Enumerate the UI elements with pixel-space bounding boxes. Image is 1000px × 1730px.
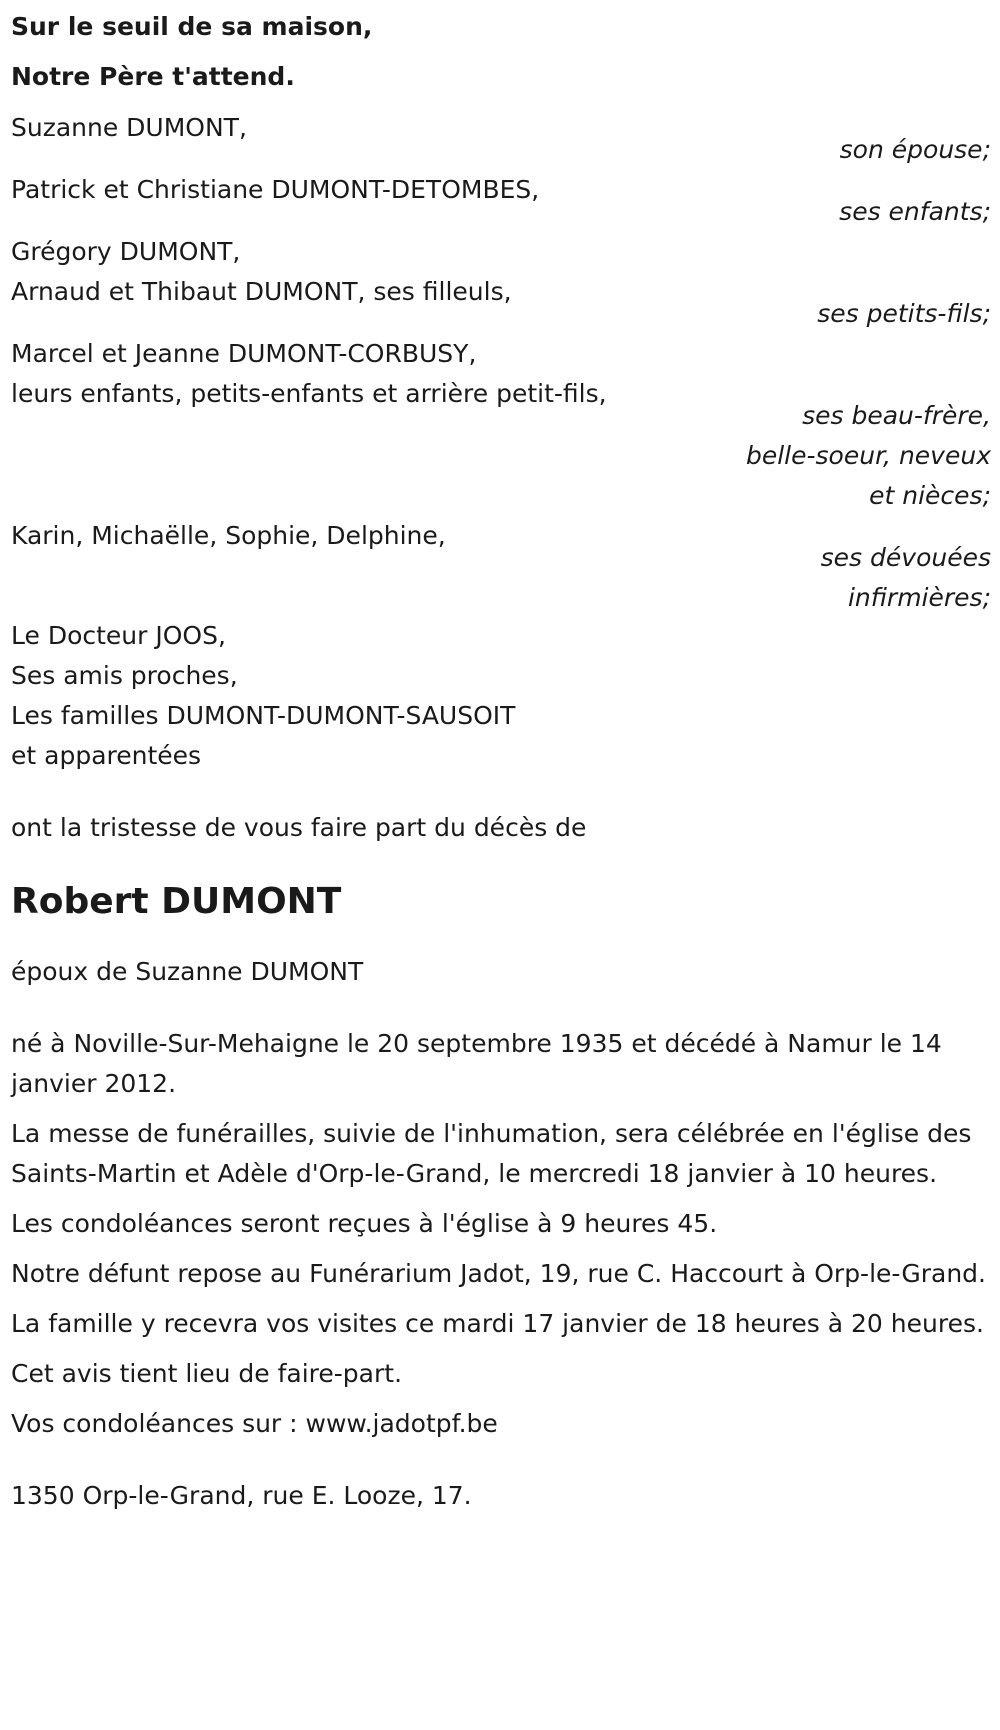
- others-line: Le Docteur JOOS,: [11, 621, 226, 650]
- family-names: leurs enfants, petits-enfants et arrière petit-fils,: [11, 379, 607, 408]
- visits-paragraph: La famille y recevra vos visites ce mardi 17 janvier de 18 heures à 20 heures.: [11, 1309, 984, 1338]
- family-entry: [11, 108, 991, 170]
- motto: [11, 2, 991, 102]
- birth-death-paragraph: né à Noville-Sur-Mehaigne le 20 septembre 1935 et décédé à Namur le 14 janvier 2012.: [11, 1029, 942, 1098]
- family-names: Marcel et Jeanne DUMONT-CORBUSY,: [11, 339, 477, 368]
- family-names: Karin, Michaëlle, Sophie, Delphine,: [11, 521, 446, 550]
- family-entry: [11, 516, 991, 618]
- notice-paragraph: Cet avis tient lieu de faire-part.: [11, 1359, 403, 1388]
- online-condolences-paragraph: Vos condoléances sur : www.jadotpf.be: [11, 1409, 498, 1438]
- family-names: Grégory DUMONT,: [11, 237, 241, 266]
- others-line: Les familles DUMONT-DUMONT-SAUSOIT: [11, 701, 516, 730]
- family-relation: son épouse;: [839, 135, 991, 164]
- spouse-line: époux de Suzanne DUMONT: [11, 957, 364, 986]
- family-names: Arnaud et Thibaut DUMONT, ses filleuls,: [11, 277, 512, 306]
- deceased-name: Robert DUMONT: [11, 881, 342, 922]
- obituary-notice: [11, 0, 991, 1730]
- family-relation: infirmières;: [847, 583, 991, 612]
- family-relation: ses dévouées: [820, 543, 991, 572]
- details: [11, 1024, 991, 1444]
- family-relation: ses beau-frère,: [802, 401, 991, 430]
- funeral-mass-paragraph: La messe de funérailles, suivie de l'inhumation, sera célébrée en l'église des Saints-Martin et Adèle d'Orp-le-Grand, le mercredi 18 janvier à 10 heures.: [11, 1119, 972, 1188]
- family-names: Suzanne DUMONT,: [11, 113, 247, 142]
- condolences-paragraph: Les condoléances seront reçues à l'église à 9 heures 45.: [11, 1209, 718, 1238]
- family-entry: [11, 170, 991, 232]
- motto-line-2: Notre Père t'attend.: [11, 62, 295, 91]
- others-list: [11, 616, 991, 776]
- family-relation: et nièces;: [869, 481, 991, 510]
- others-line: et apparentées: [11, 741, 202, 770]
- family-entry: [11, 232, 991, 334]
- others-line: Ses amis proches,: [11, 661, 238, 690]
- funeral-home-paragraph: Notre défunt repose au Funérarium Jadot, 19, rue C. Haccourt à Orp-le-Grand.: [11, 1259, 986, 1288]
- family-relation: belle-soeur, neveux: [745, 441, 991, 470]
- family-list: [11, 108, 991, 618]
- announcement: ont la tristesse de vous faire part du décès de: [11, 813, 587, 842]
- family-relation: ses enfants;: [839, 197, 991, 226]
- family-entry: [11, 334, 991, 516]
- address: 1350 Orp-le-Grand, rue E. Looze, 17.: [11, 1481, 472, 1510]
- family-relation: ses petits-fils;: [817, 299, 991, 328]
- motto-line-1: Sur le seuil de sa maison,: [11, 12, 373, 41]
- family-names: Patrick et Christiane DUMONT-DETOMBES,: [11, 175, 540, 204]
